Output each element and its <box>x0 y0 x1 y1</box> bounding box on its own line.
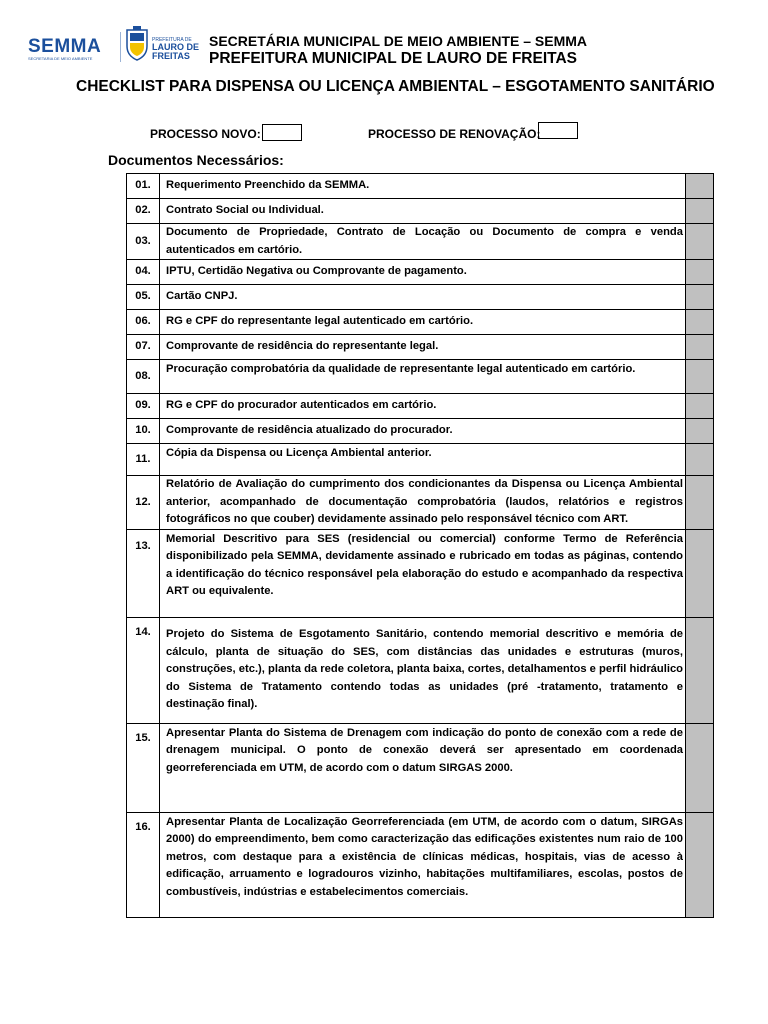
item-description: IPTU, Certidão Negativa ou Comprovante de pagamento. <box>160 260 686 285</box>
checklist-body <box>127 174 714 918</box>
item-description: Procuração comprobatória da qualidade de representante legal autenticado em cartório. <box>160 360 686 394</box>
item-number: 08. <box>127 360 160 394</box>
checklist-row <box>127 199 714 224</box>
item-description: RG e CPF do procurador autenticados em cartório. <box>160 394 686 419</box>
checklist-row <box>127 723 714 812</box>
item-description: Apresentar Planta de Localização Georreferenciada (em UTM, de acordo com o datum, SIRGAs 2000) do empreendimento, bem como caracterização das edificações existentes num raio de 100 metros, com destaque para a existência de clínicas médicas, hospitais, vias de acesso à edificação, arruamento e logradouros vizinho, habitações multifamiliares, escolas, postos de combustíveis, indústrias e estabelecimentos comerciais. <box>160 812 686 917</box>
item-checkbox[interactable] <box>686 394 714 419</box>
item-number: 01. <box>127 174 160 199</box>
item-checkbox[interactable] <box>686 812 714 917</box>
item-description: Apresentar Planta do Sistema de Drenagem com indicação do ponto de conexão com a rede de drenagem municipal. O ponto de conexão deverá ser apresentado em coordenada georreferenciada em UTM, de acordo com o datum SIRGAS 2000. <box>160 723 686 812</box>
logo-divider <box>120 32 121 62</box>
semma-logo <box>28 26 199 66</box>
checklist-row <box>127 476 714 530</box>
prefeitura-heading: PREFEITURA MUNICIPAL DE LAURO DE FREITAS <box>209 50 577 67</box>
item-number: 03. <box>127 224 160 260</box>
checklist-row <box>127 310 714 335</box>
item-checkbox[interactable] <box>686 444 714 476</box>
item-checkbox[interactable] <box>686 617 714 723</box>
process-renewal-checkbox[interactable] <box>538 122 578 139</box>
checklist-row <box>127 444 714 476</box>
checklist-row <box>127 812 714 917</box>
checklist-row <box>127 529 714 617</box>
checklist-row <box>127 224 714 260</box>
checklist-row <box>127 174 714 199</box>
item-checkbox[interactable] <box>686 360 714 394</box>
item-description: Projeto do Sistema de Esgotamento Sanitário, contendo memorial descritivo e memória de cálculo, planta de situação do SES, com distâncias das unidades e estruturas (muros, construções, etc.), planta da rede coletora, planta baixa, cortes, detalhamentos e perfil hidráulico do Sistema de Tratamento contendo todas as unidades (pré -tratamento, tratamento e destinação final). <box>160 617 686 723</box>
item-number: 12. <box>127 476 160 530</box>
prefeitura-label-small: PREFEITURA DE <box>152 37 192 43</box>
item-description: Contrato Social ou Individual. <box>160 199 686 224</box>
item-number: 13. <box>127 529 160 617</box>
item-number: 06. <box>127 310 160 335</box>
item-checkbox[interactable] <box>686 419 714 444</box>
process-renewal-label: PROCESSO DE RENOVAÇÃO: <box>368 127 541 141</box>
item-number: 09. <box>127 394 160 419</box>
item-description: Relatório de Avaliação do cumprimento dos condicionantes da Dispensa ou Licença Ambiental anterior, acompanhado de documentação comprobatória (laudos, relatórios e registros fotográficos no que couber) devidamente assinado pelo responsável técnico com ART. <box>160 476 686 530</box>
checklist-row <box>127 285 714 310</box>
item-checkbox[interactable] <box>686 529 714 617</box>
checklist-row <box>127 419 714 444</box>
item-checkbox[interactable] <box>686 476 714 530</box>
checklist-row <box>127 360 714 394</box>
item-number: 10. <box>127 419 160 444</box>
item-description: Documento de Propriedade, Contrato de Locação ou Documento de compra e venda autenticados em cartório. <box>160 224 686 260</box>
documents-heading: Documentos Necessários: <box>108 152 284 168</box>
item-number: 16. <box>127 812 160 917</box>
item-description: Comprovante de residência do representante legal. <box>160 335 686 360</box>
semma-brand-subtitle: SECRETARIA DE MEIO AMBIENTE <box>28 56 93 61</box>
semma-brand: SEMMA <box>28 36 102 57</box>
item-number: 14. <box>127 617 160 723</box>
item-checkbox[interactable] <box>686 199 714 224</box>
item-description: Cópia da Dispensa ou Licença Ambiental anterior. <box>160 444 686 476</box>
item-description: RG e CPF do representante legal autenticado em cartório. <box>160 310 686 335</box>
item-number: 11. <box>127 444 160 476</box>
item-number: 02. <box>127 199 160 224</box>
item-description: Memorial Descritivo para SES (residencial ou comercial) conforme Termo de Referência disponibilizado pela SEMMA, devidamente assinado e rubricado em todas as páginas, contendo a identificação do técnico responsável pela elaboração do estudo e acompanhado da respectiva ART ou equivalente. <box>160 529 686 617</box>
item-number: 07. <box>127 335 160 360</box>
prefeitura-label-big <box>152 43 199 61</box>
item-checkbox[interactable] <box>686 285 714 310</box>
checklist-row <box>127 335 714 360</box>
item-checkbox[interactable] <box>686 310 714 335</box>
process-new-checkbox[interactable] <box>262 124 302 141</box>
checklist-row <box>127 260 714 285</box>
item-checkbox[interactable] <box>686 174 714 199</box>
process-new-label: PROCESSO NOVO: <box>150 127 261 141</box>
documents-checklist-table <box>126 173 714 918</box>
item-description: Requerimento Preenchido da SEMMA. <box>160 174 686 199</box>
secretaria-heading: SECRETÁRIA MUNICIPAL DE MEIO AMBIENTE – SEMMA <box>209 33 588 49</box>
item-checkbox[interactable] <box>686 723 714 812</box>
page-title: CHECKLIST PARA DISPENSA OU LICENÇA AMBIENTAL – ESGOTAMENTO SANITÁRIO <box>76 78 715 95</box>
item-number: 05. <box>127 285 160 310</box>
checklist-row <box>127 617 714 723</box>
item-number: 15. <box>127 723 160 812</box>
item-checkbox[interactable] <box>686 335 714 360</box>
prefeitura-line-1: LAURO DE <box>152 42 199 52</box>
item-number: 04. <box>127 260 160 285</box>
item-description: Cartão CNPJ. <box>160 285 686 310</box>
checklist-row <box>127 394 714 419</box>
prefeitura-line-2: FREITAS <box>152 51 190 61</box>
item-checkbox[interactable] <box>686 224 714 260</box>
item-checkbox[interactable] <box>686 260 714 285</box>
coat-of-arms-icon <box>124 26 150 62</box>
item-description: Comprovante de residência atualizado do procurador. <box>160 419 686 444</box>
